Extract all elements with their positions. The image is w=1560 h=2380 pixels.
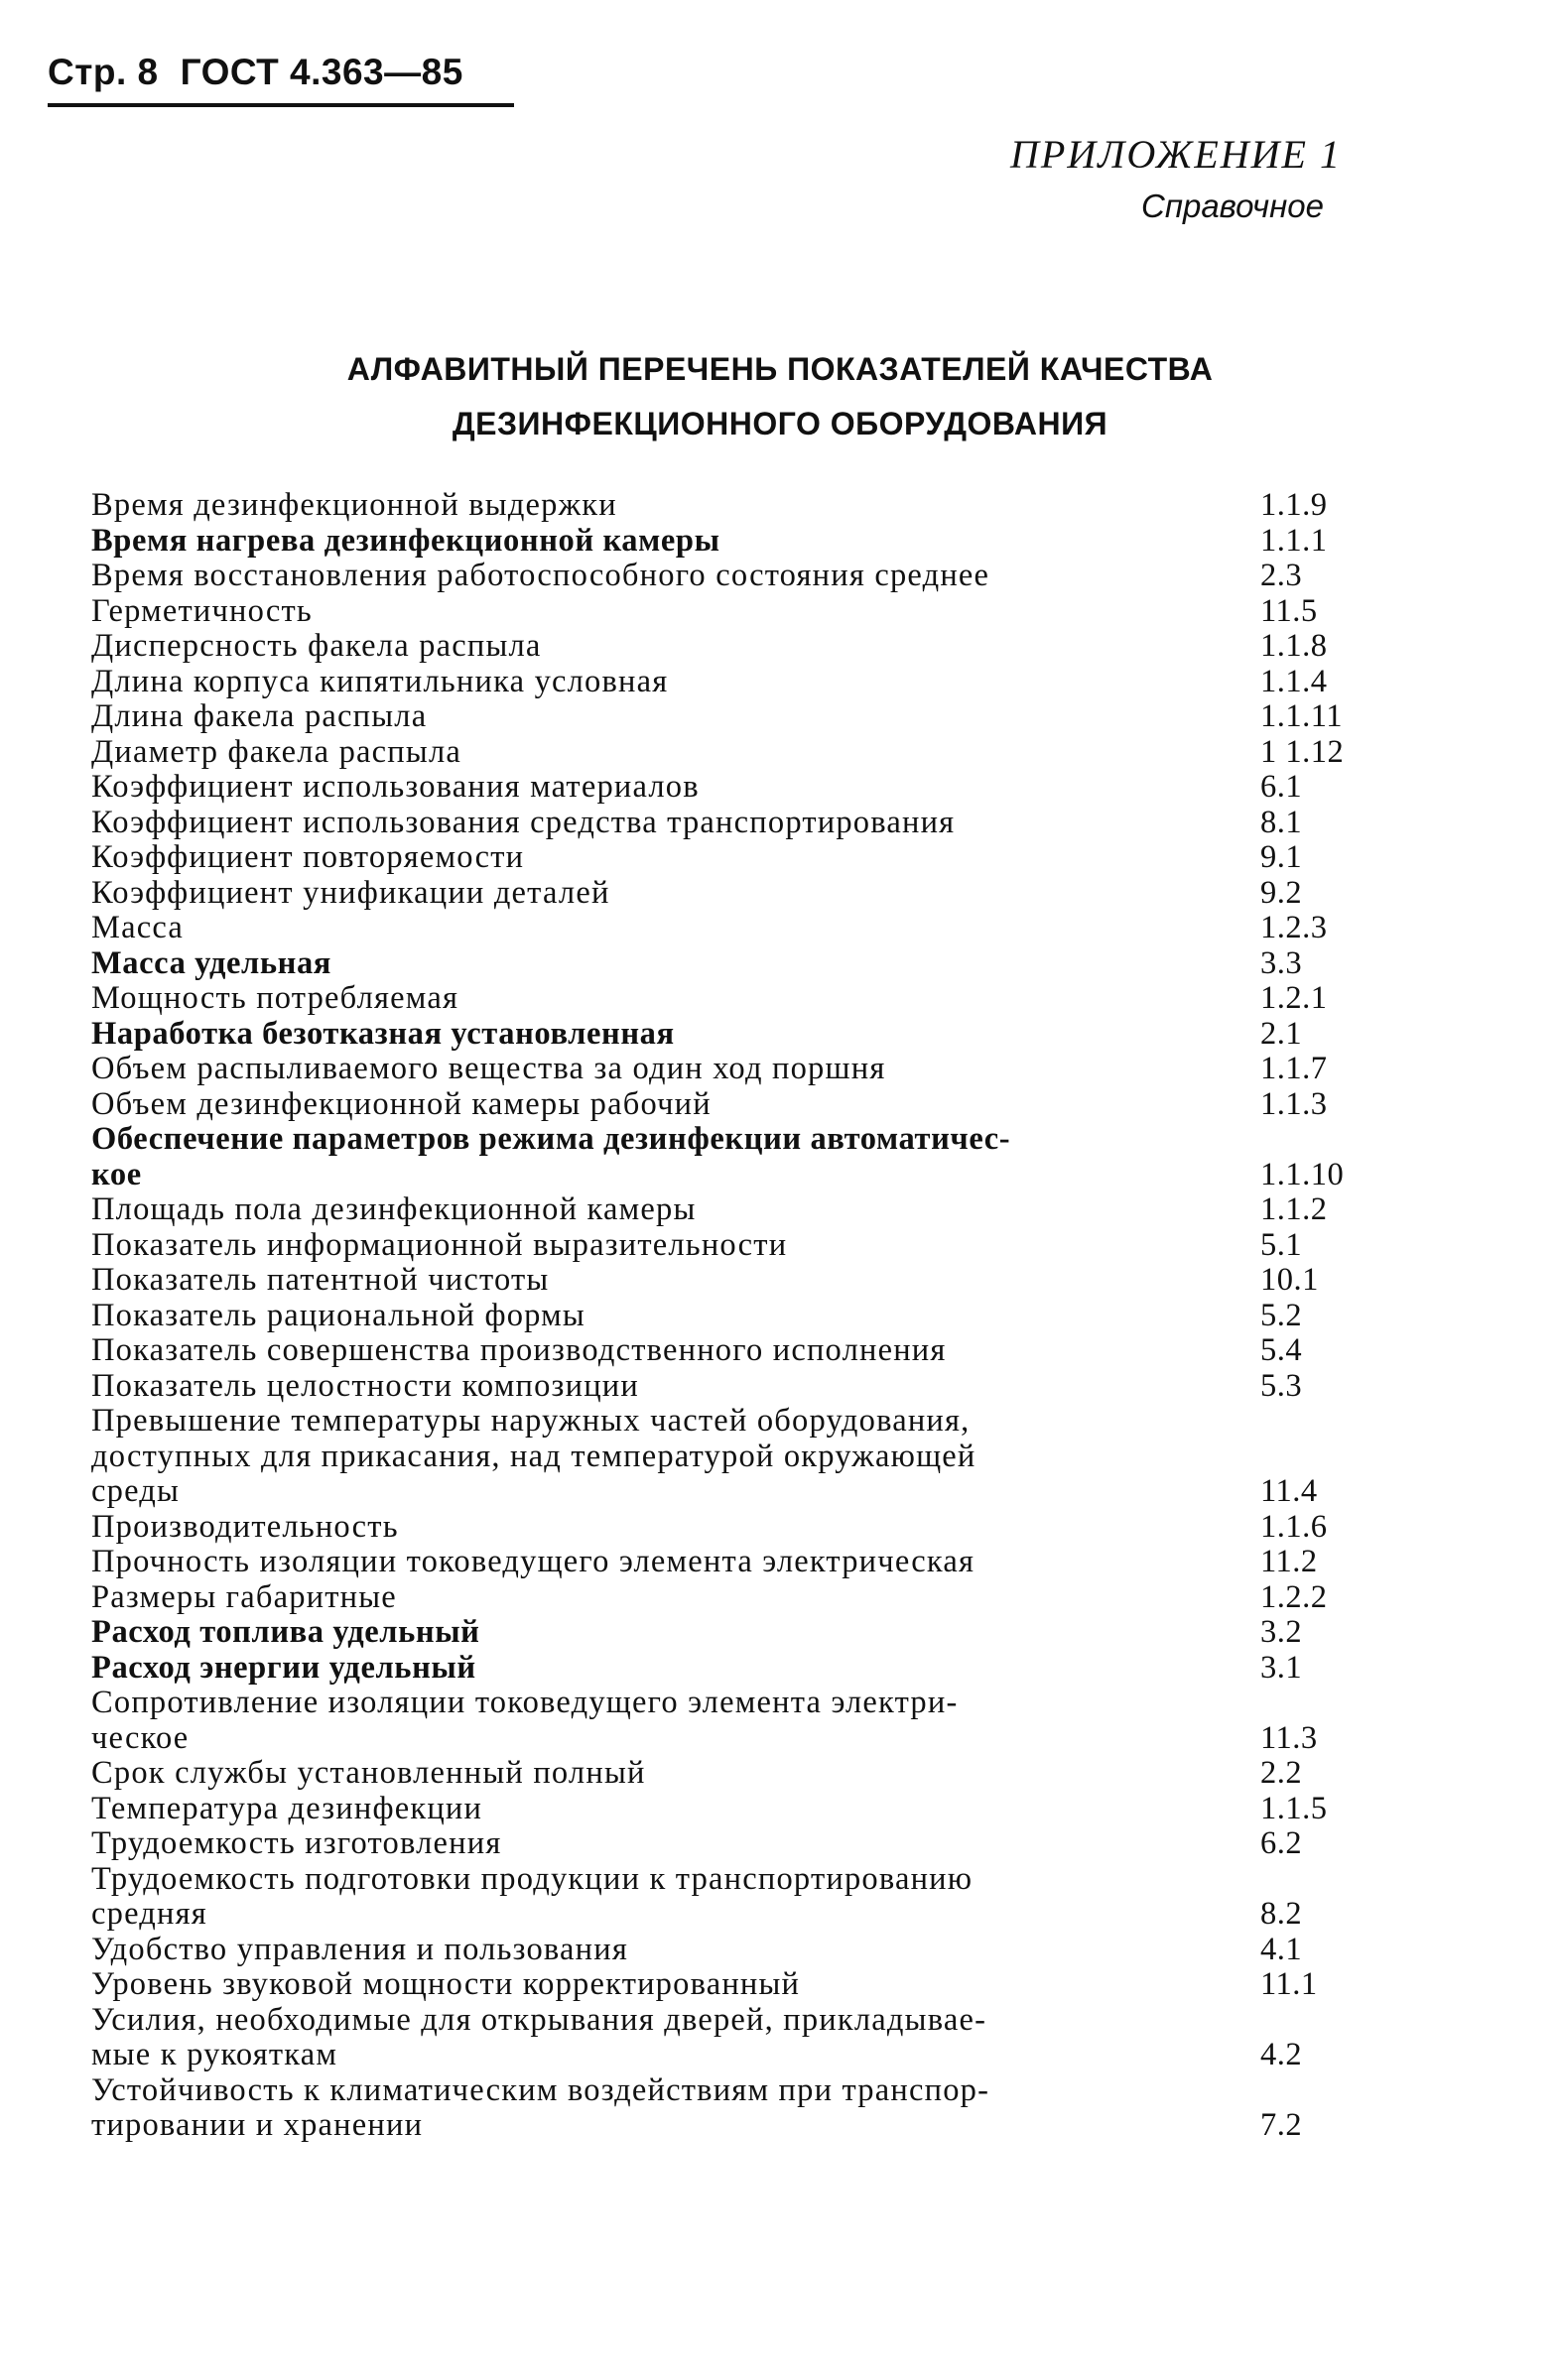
clause-number: 11.2 xyxy=(1260,1544,1318,1579)
standard-code: ГОСТ 4.363—85 xyxy=(180,52,463,92)
clause-number: 6.2 xyxy=(1260,1825,1303,1861)
clause-number: 3.2 xyxy=(1260,1614,1303,1650)
indicator-name: Сопротивление изоляции токоведущего элемента электри- xyxy=(91,1685,959,1720)
clause-number: 2.3 xyxy=(1260,558,1303,593)
list-item xyxy=(91,488,1381,524)
clause-number: 11.4 xyxy=(1260,1473,1318,1509)
list-item xyxy=(91,1510,1381,1546)
clause-number: 1.1.3 xyxy=(1260,1085,1328,1122)
list-item xyxy=(91,1897,1381,1933)
document-title-line-2: ДЕЗИНФЕКЦИОННОГО ОБОРУДОВАНИЯ xyxy=(452,406,1108,441)
indicator-name: Температура дезинфекции xyxy=(91,1790,483,1826)
indicator-name: кое xyxy=(91,1156,142,1192)
page-header xyxy=(48,52,485,93)
indicator-name: Устойчивость к климатическим воздействиям при транспор- xyxy=(91,2071,990,2108)
header-rule xyxy=(48,103,514,107)
page-number: Стр. 8 xyxy=(48,52,159,92)
clause-number: 8.1 xyxy=(1260,804,1303,840)
clause-number: 5.3 xyxy=(1260,1367,1303,1404)
appendix-title: ПРИЛОЖЕНИЕ 1 xyxy=(1010,132,1342,177)
indicator-name: Диаметр факела распыла xyxy=(91,733,461,770)
list-item xyxy=(91,559,1381,594)
indicator-name: Трудоемкость подготовки продукции к транспортированию xyxy=(91,1860,974,1897)
clause-number: 10.1 xyxy=(1260,1262,1319,1298)
list-item xyxy=(91,1122,1381,1158)
clause-number: 9.2 xyxy=(1260,874,1303,911)
list-item xyxy=(91,1826,1381,1862)
clause-number: 1.1.10 xyxy=(1260,1156,1345,1192)
indicator-name: Размеры габаритные xyxy=(91,1578,397,1615)
clause-number: 9.1 xyxy=(1260,839,1303,875)
list-item xyxy=(91,2003,1381,2039)
list-item xyxy=(91,629,1381,665)
list-item xyxy=(91,2038,1381,2073)
indicator-name: Показатель патентной чистоты xyxy=(91,1262,550,1298)
indicator-name: Мощность потребляемая xyxy=(91,980,459,1016)
clause-number: 1.1.11 xyxy=(1260,698,1344,734)
list-item xyxy=(91,1299,1381,1334)
list-item xyxy=(91,876,1381,912)
list-item xyxy=(91,1474,1381,1510)
clause-number: 3.1 xyxy=(1260,1649,1303,1686)
list-item xyxy=(91,1933,1381,1968)
indicator-name: Масса xyxy=(91,910,184,945)
list-item xyxy=(91,1404,1381,1440)
indicator-name: Уровень звуковой мощности корректированный xyxy=(91,1966,801,2002)
indicator-name: Показатель информационной выразительности xyxy=(91,1226,788,1263)
list-item xyxy=(91,1721,1381,1757)
indicator-name: Производительность xyxy=(91,1508,399,1545)
list-item xyxy=(91,1052,1381,1087)
clause-number: 1.2.3 xyxy=(1260,910,1328,945)
indicator-name: Трудоемкость изготовления xyxy=(91,1825,502,1861)
list-item xyxy=(91,1017,1381,1053)
clause-number: 5.4 xyxy=(1260,1332,1303,1368)
clause-number: 11.3 xyxy=(1260,1719,1318,1756)
list-item xyxy=(91,981,1381,1017)
list-item xyxy=(91,1333,1381,1369)
list-item xyxy=(91,1369,1381,1405)
clause-number: 8.2 xyxy=(1260,1896,1303,1932)
list-item xyxy=(91,2108,1381,2144)
list-item xyxy=(91,946,1381,982)
list-item xyxy=(91,735,1381,771)
list-item xyxy=(91,770,1381,806)
clause-number: 1.1.1 xyxy=(1260,522,1328,559)
indicator-name: Обеспечение параметров режима дезинфекции автоматичес- xyxy=(91,1121,1011,1157)
clause-number: 11.1 xyxy=(1260,1966,1318,2002)
indicator-name: Показатель целостности композиции xyxy=(91,1367,639,1404)
indicator-name: Масса удельная xyxy=(91,944,331,981)
clause-number: 1.2.2 xyxy=(1260,1578,1328,1615)
clause-number: 1 1.12 xyxy=(1260,733,1345,770)
indicator-name: Показатель совершенства производственного исполнения xyxy=(91,1332,947,1368)
indicator-name: Расход топлива удельный xyxy=(91,1614,480,1650)
clause-number: 4.1 xyxy=(1260,1931,1303,1967)
index-list xyxy=(91,488,1381,2144)
indicator-name: Усилия, необходимые для открывания дверей, прикладывае- xyxy=(91,2001,987,2038)
indicator-name: Коэффициент использования материалов xyxy=(91,769,700,805)
clause-number: 5.2 xyxy=(1260,1297,1303,1333)
list-item xyxy=(91,1192,1381,1228)
indicator-name: Удобство управления и пользования xyxy=(91,1931,628,1967)
indicator-name: Объем распыливаемого вещества за один ход поршня xyxy=(91,1051,886,1086)
list-item xyxy=(91,840,1381,876)
clause-number: 1.1.8 xyxy=(1260,628,1328,664)
clause-number: 4.2 xyxy=(1260,2037,1303,2072)
indicator-name: среды xyxy=(91,1473,181,1509)
list-item xyxy=(91,594,1381,630)
list-item xyxy=(91,1862,1381,1898)
list-item xyxy=(91,1967,1381,2003)
clause-number: 3.3 xyxy=(1260,944,1303,981)
document-title xyxy=(0,342,1560,451)
indicator-name: Длина корпуса кипятильника условная xyxy=(91,663,669,699)
appendix-subtitle: Справочное xyxy=(1140,188,1324,224)
document-title-line-1: АЛФАВИТНЫЙ ПЕРЕЧЕНЬ ПОКАЗАТЕЛЕЙ КАЧЕСТВА xyxy=(346,351,1214,387)
list-item xyxy=(91,911,1381,946)
indicator-name: Длина факела распыла xyxy=(91,698,428,734)
appendix-label xyxy=(1010,131,1342,225)
clause-number: 11.5 xyxy=(1260,592,1318,629)
list-item xyxy=(91,1228,1381,1264)
list-item xyxy=(91,524,1381,560)
list-item xyxy=(91,1087,1381,1123)
clause-number: 6.1 xyxy=(1260,769,1303,805)
list-item xyxy=(91,806,1381,841)
list-item xyxy=(91,1756,1381,1792)
clause-number: 1.2.1 xyxy=(1260,980,1328,1016)
list-item xyxy=(91,1440,1381,1475)
indicator-name: мые к рукояткам xyxy=(91,2037,338,2072)
clause-number: 1.1.2 xyxy=(1260,1191,1328,1227)
list-item xyxy=(91,1158,1381,1193)
clause-number: 1.1.9 xyxy=(1260,487,1328,523)
indicator-name: доступных для прикасания, над температурой окружающей xyxy=(91,1438,976,1474)
indicator-name: Время дезинфекционной выдержки xyxy=(91,487,617,523)
indicator-name: Объем дезинфекционной камеры рабочий xyxy=(91,1085,712,1122)
indicator-name: Коэффициент повторяемости xyxy=(91,839,525,875)
list-item xyxy=(91,2073,1381,2109)
list-item xyxy=(91,1545,1381,1580)
indicator-name: Время нагрева дезинфекционной камеры xyxy=(91,522,720,559)
indicator-name: Показатель рациональной формы xyxy=(91,1297,585,1333)
indicator-name: Коэффициент унификации деталей xyxy=(91,874,610,911)
list-item xyxy=(91,665,1381,700)
list-item xyxy=(91,699,1381,735)
indicator-name: Дисперсность факела распыла xyxy=(91,628,542,664)
clause-number: 1.1.6 xyxy=(1260,1508,1328,1545)
indicator-name: Прочность изоляции токоведущего элемента электрическая xyxy=(91,1544,975,1579)
clause-number: 2.1 xyxy=(1260,1015,1303,1052)
list-item xyxy=(91,1651,1381,1687)
indicator-name: средняя xyxy=(91,1896,207,1932)
list-item xyxy=(91,1263,1381,1299)
list-item xyxy=(91,1615,1381,1651)
indicator-name: Превышение температуры наружных частей оборудования, xyxy=(91,1403,971,1439)
indicator-name: ческое xyxy=(91,1719,190,1756)
indicator-name: Наработка безотказная установленная xyxy=(91,1015,675,1052)
indicator-name: Площадь пола дезинфекционной камеры xyxy=(91,1191,697,1227)
clause-number: 1.1.7 xyxy=(1260,1051,1328,1086)
indicator-name: Герметичность xyxy=(91,592,313,629)
list-item xyxy=(91,1686,1381,1721)
indicator-name: Срок службы установленный полный xyxy=(91,1755,646,1791)
list-item xyxy=(91,1580,1381,1616)
clause-number: 2.2 xyxy=(1260,1755,1303,1791)
clause-number: 7.2 xyxy=(1260,2107,1303,2143)
indicator-name: тировании и хранении xyxy=(91,2107,424,2143)
indicator-name: Расход энергии удельный xyxy=(91,1649,476,1686)
clause-number: 1.1.4 xyxy=(1260,663,1328,699)
indicator-name: Время восстановления работоспособного состояния среднее xyxy=(91,558,990,593)
clause-number: 5.1 xyxy=(1260,1226,1303,1263)
list-item xyxy=(91,1792,1381,1827)
indicator-name: Коэффициент использования средства транспортирования xyxy=(91,804,956,840)
clause-number: 1.1.5 xyxy=(1260,1790,1328,1826)
